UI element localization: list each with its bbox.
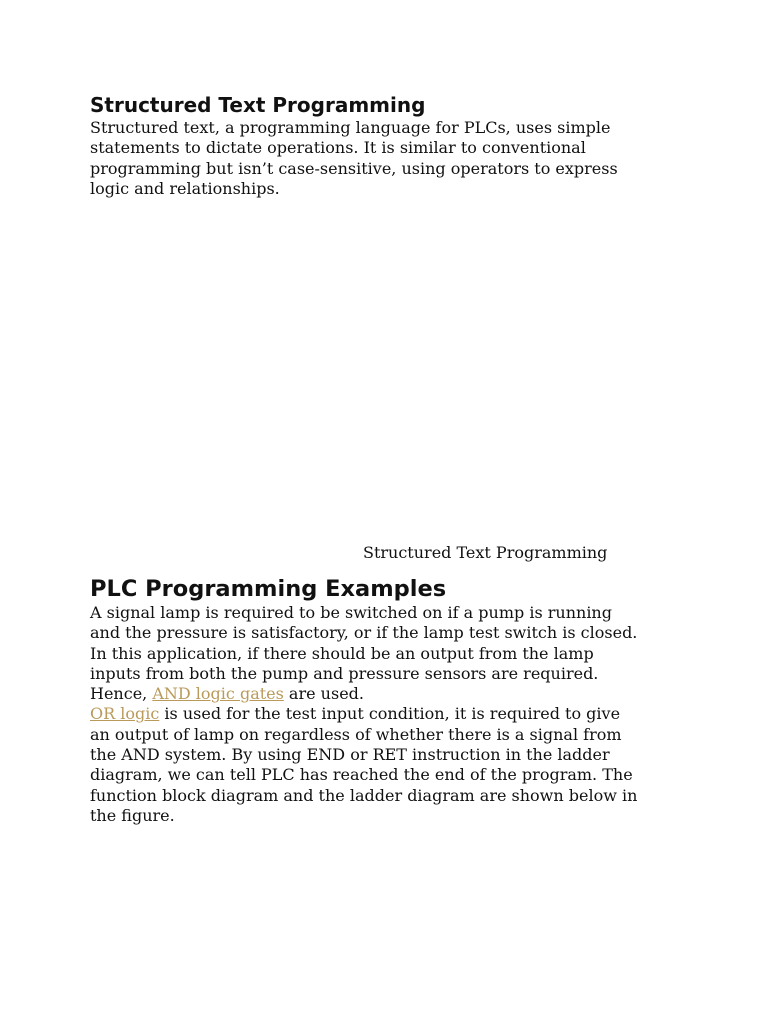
- and-logic-gates-link[interactable]: AND logic gates: [152, 684, 284, 704]
- figure-placeholder: [90, 205, 690, 535]
- paragraph-line: Structured text, a programming language for PLCs, uses simple: [90, 118, 611, 137]
- paragraph-line: function block diagram and the ladder diagram are shown below in: [90, 785, 638, 805]
- paragraph-line: the AND system. By using END or RET instruction in the ladder: [90, 745, 610, 765]
- paragraph-line: programming but isn’t case-sensitive, using operators to express: [90, 158, 618, 178]
- paragraph-line: logic and relationships.: [90, 178, 280, 198]
- or-logic-link[interactable]: OR logic: [90, 704, 160, 724]
- text-are-used: are used.: [283, 684, 364, 704]
- paragraph-line: diagram, we can tell PLC has reached the end of the program. The: [90, 765, 633, 785]
- paragraph-line: [90, 704, 690, 724]
- structured-text-paragraph: [90, 118, 690, 199]
- section-heading-structured-text: Structured Text Programming: [90, 93, 426, 117]
- section-heading-plc-examples: PLC Programming Examples: [90, 576, 447, 602]
- text-hence: Hence,: [90, 684, 153, 704]
- plc-examples-paragraph: [90, 603, 690, 826]
- figure-caption: Structured Text Programming: [363, 543, 608, 562]
- text-or-logic-suffix: is used for the test input condition, it is required to give: [159, 704, 621, 724]
- paragraph-line: A signal lamp is required to be switched on if a pump is running: [90, 603, 612, 622]
- paragraph-line: In this application, if there should be an output from the lamp: [90, 643, 594, 663]
- paragraph-line: an output of lamp on regardless of whether there is a signal from: [90, 724, 622, 744]
- paragraph-line: statements to dictate operations. It is similar to conventional: [90, 138, 586, 158]
- paragraph-line: [90, 684, 690, 704]
- paragraph-line: and the pressure is satisfactory, or if the lamp test switch is closed.: [90, 623, 638, 643]
- paragraph-line: inputs from both the pump and pressure sensors are required.: [90, 663, 599, 683]
- paragraph-line: the figure.: [90, 805, 175, 825]
